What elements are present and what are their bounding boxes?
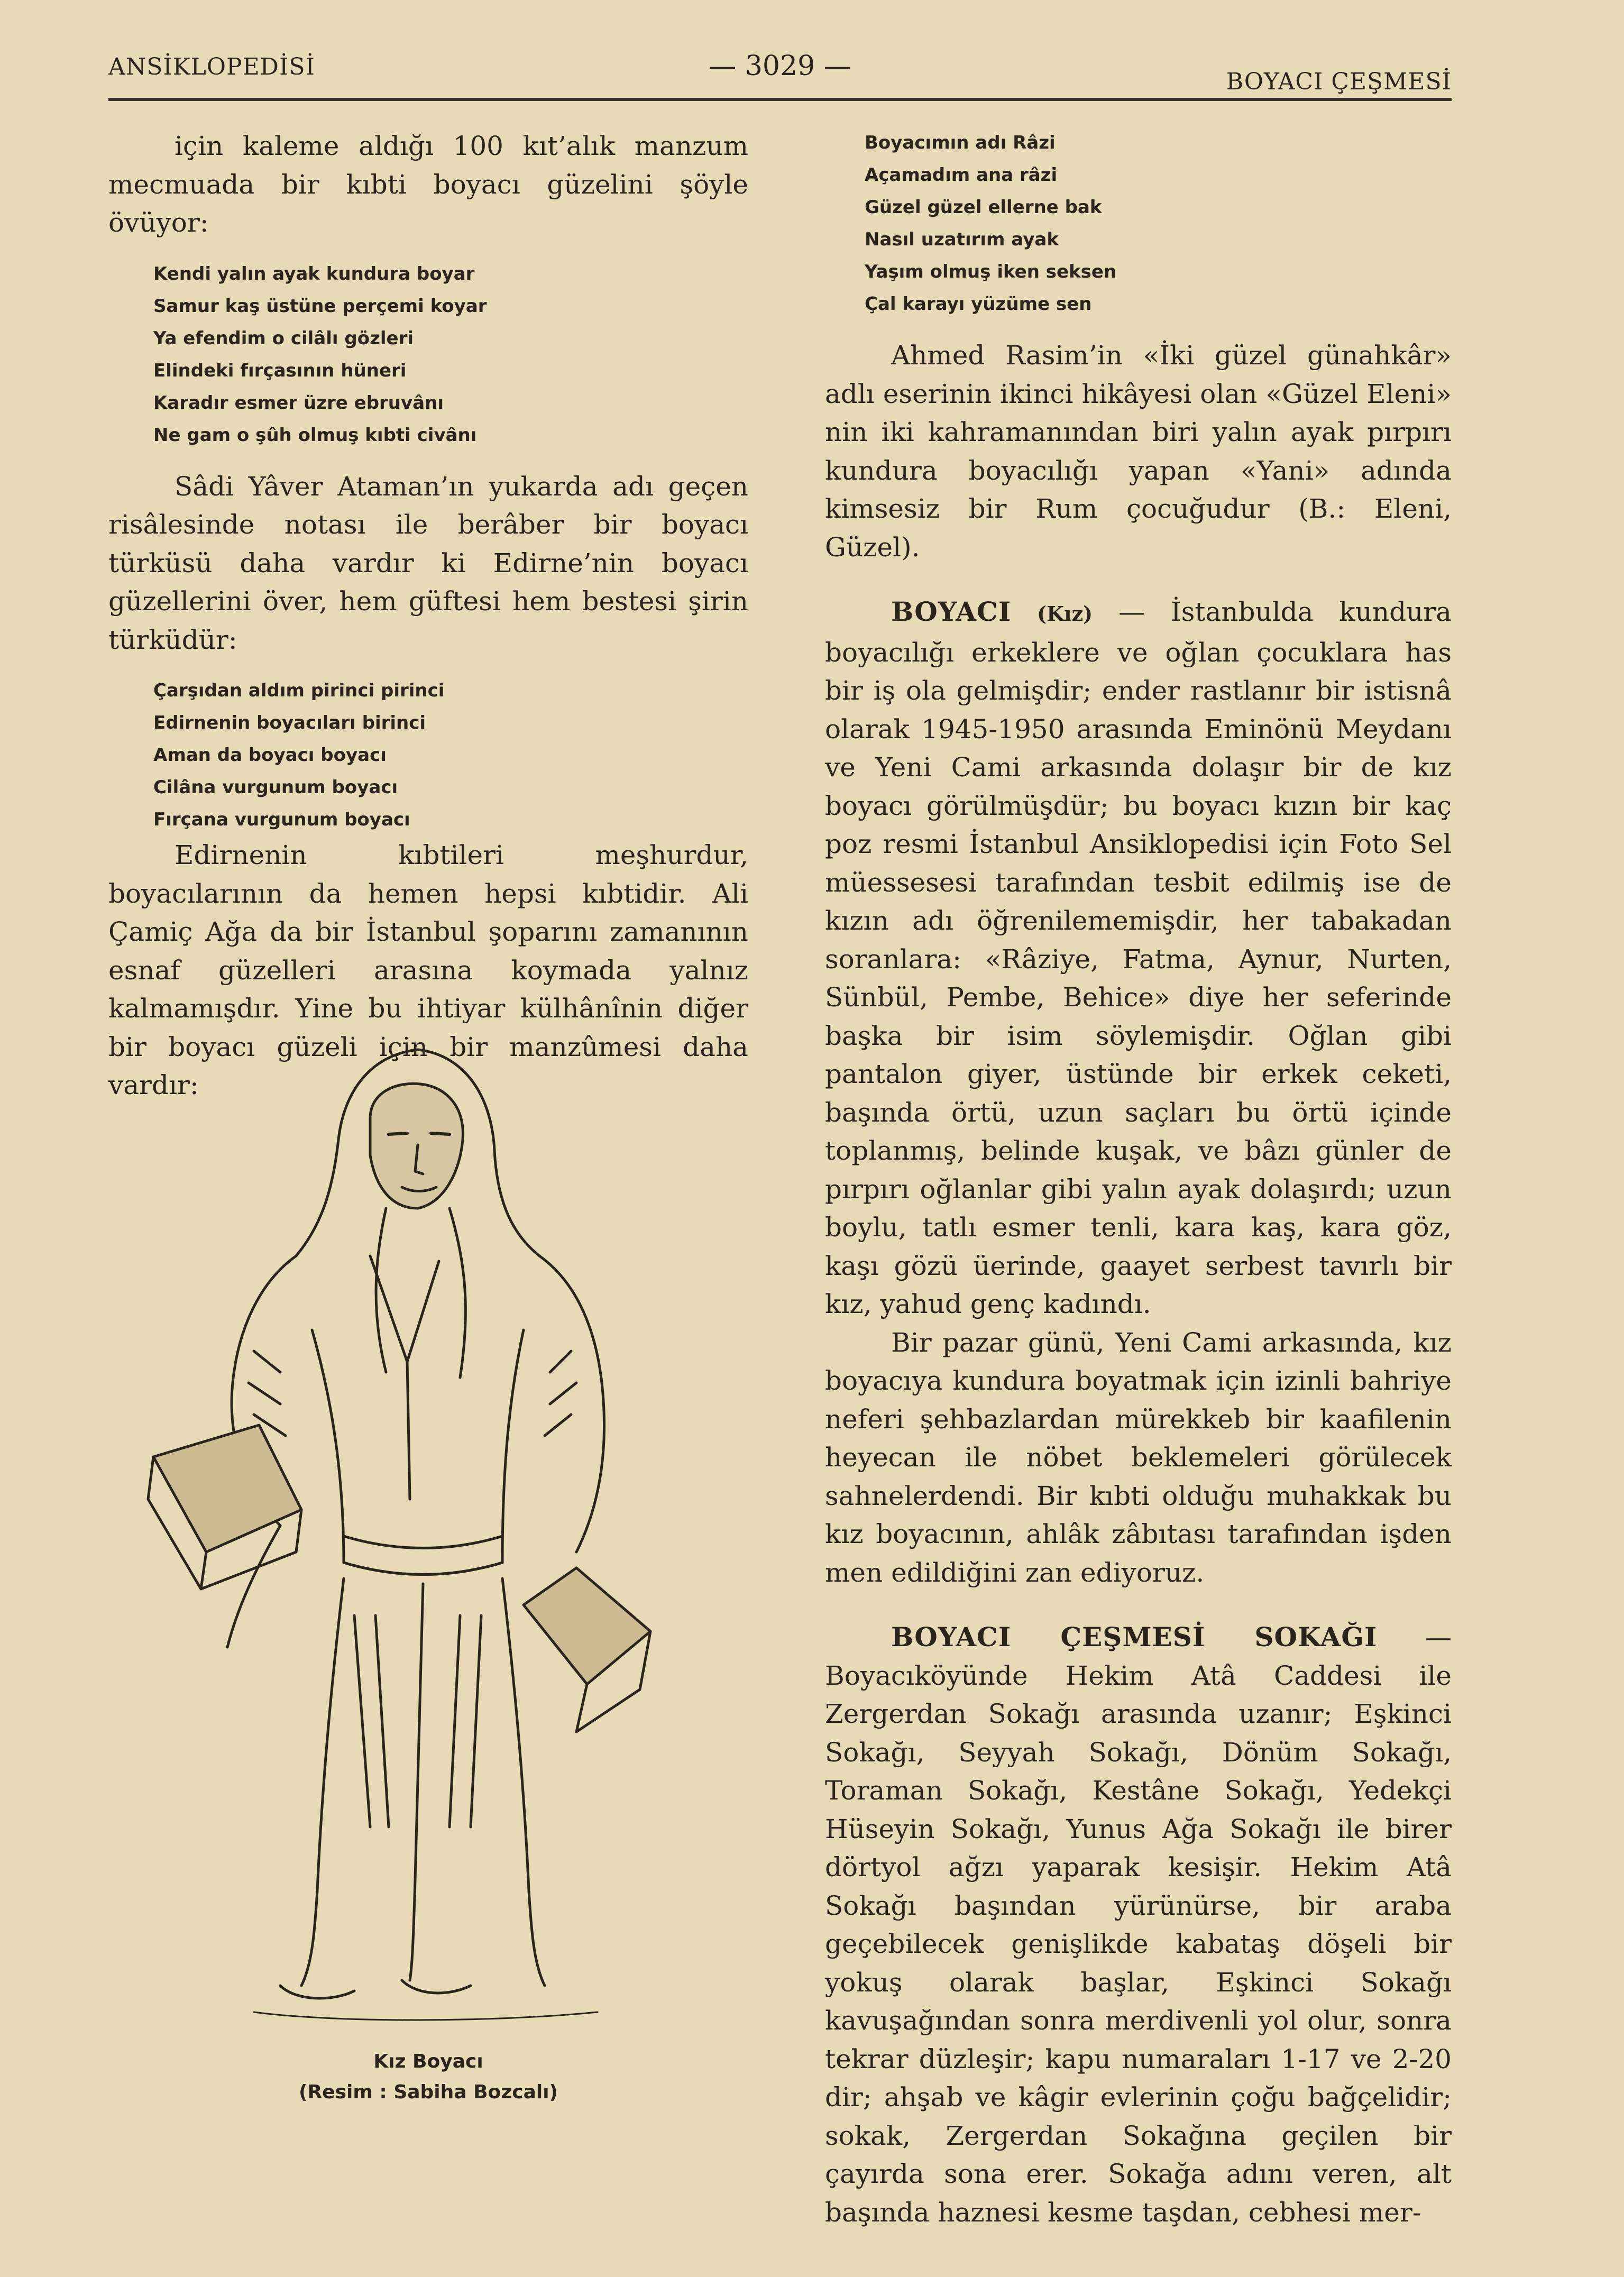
verse-line: Karadır esmer üzre ebruvânı	[153, 392, 444, 414]
header-title-left: ANSİKLOPEDİSİ	[108, 53, 315, 80]
verse-line: Samur kaş üstüne perçemi koyar	[153, 295, 487, 317]
page-number: — 3029 —	[709, 50, 851, 82]
caption-title: Kız Boyacı	[373, 2051, 483, 2072]
verse-line: Elindeki fırçasının hüneri	[153, 360, 407, 381]
left-foot	[280, 1986, 354, 1998]
shoeshine-box	[153, 1425, 301, 1552]
verse-line: Cilâna vurgunum boyacı	[153, 777, 398, 798]
sketch-drawing	[122, 1034, 730, 2044]
entry-title: BOYACI ÇEŞMESİ SOKAĞI	[891, 1621, 1378, 1652]
verse-line: Açamadım ana râzi	[865, 164, 1058, 186]
illustration-caption	[108, 2046, 748, 2108]
verse-kendi-yalin-ayak	[108, 258, 748, 452]
page-header	[108, 50, 1452, 101]
verse-line: Edirnenin boyacıları birinci	[153, 712, 426, 733]
kiz-boyaci-illustration	[122, 1034, 730, 2044]
intro-paragraph: için kaleme aldığı 100 kıt’alık manzum mecmuada bir kıbti boyacı güzelini şöyle övüyor:	[108, 131, 748, 238]
verse-carsidan-aldim	[108, 675, 748, 836]
verse-line: Yaşım olmuş iken seksen	[865, 261, 1117, 282]
header-title-right: BOYACI ÇEŞMESİ	[1226, 68, 1452, 95]
verse-line: Boyacımın adı Râzi	[865, 132, 1056, 153]
pazar-gunu-paragraph: Bir pazar günü, Yeni Cami arkasında, kız boyacıya kundura boyatmak için izinli bahriye neferi şehbazlardan mürekkeb bir kaafilenin heyecan ile nöbet beklemeleri görülecek sahnelerdendi. Bir kıbti olduğu muhakkak bu kız boyacının, ahlâk zâbıtası tarafından işden men edildiğini zan ediyoruz.	[825, 1327, 1452, 1588]
left-column	[108, 127, 748, 1105]
verse-line: Aman da boyacı boyacı	[153, 745, 387, 766]
verse-line: Nasıl uzatırım ayak	[865, 229, 1059, 250]
edirne-paragraph: Edirnenin kıbtileri meşhurdur, boyacılarının da hemen hepsi kıbtidir. Ali Çamiç Ağa da bir İstanbul şoparını zamanının esnaf güzelleri arasına koymada yalnız kalmamışdır. Yine bu ihtiyar külhânînin diğer bir boyacı güzeli için bir manzûmesi daha vardır:	[108, 840, 748, 1100]
verse-boyacimin-adi	[825, 127, 1452, 320]
verse-line: Çal karayı yüzüme sen	[865, 293, 1092, 315]
entry-subtitle: (Kız)	[1037, 602, 1093, 626]
entry-title: BOYACI	[891, 596, 1012, 627]
verse-line: Fırçana vurgunum boyacı	[153, 809, 410, 830]
verse-line: Ya efendim o cilâlı gözleri	[153, 327, 414, 349]
verse-line: Kendi yalın ayak kundura boyar	[153, 263, 475, 284]
ataman-paragraph: Sâdi Yâver Ataman’ın yukarda adı geçen risâlesinde notası ile berâber bir boyacı türküsü daha vardır ki Edirne’nin boyacı güzellerini över, hem güftesi hem bestesi şirin türküdür:	[108, 471, 748, 655]
ahmed-rasim-paragraph: Ahmed Rasim’in «İki güzel günahkâr» adlı eserinin ikinci hikâyesi olan «Güzel Eleni» nin iki kahramanından biri yalın ayak pırpırı kundura boyacılığı yapan «Yani» adında kimsesiz bir Rum çocuğudur (B.: Eleni, Güzel).	[825, 340, 1452, 563]
entry-body: — Boyacıköyünde Hekim Atâ Caddesi ile Zergerdan Sokağı arasında uzanır; Eşkinci Sokağı, Seyyah Sokağı, Dönüm Sokağı, Toraman Sokağı, Kestâne Sokağı, Yedekçi Hüseyin Sokağı, Yunus Ağa Sokağı ile birer dörtyol ağzı yaparak kesişir. Hekim Atâ Sokağı başından yürünürse, bir araba geçebilecek genişlikde kabataş döşeli bir yokuş olarak başlar, Eşkinci Sokağı kavuşağından sonra merdivenli yol olur, sonra tekrar düzleşir; kapu numaraları 1-17 ve 2-20 dir; ahşab ve kâgir evlerinin çoğu bağçelidir; sokak, Zergerdan Sokağına geçilen bir çayırda sona erer. Sokağa adını veren, alt başında haznesi kesme taşdan, cebhesi mer-	[825, 1622, 1452, 2228]
right-column	[825, 127, 1452, 2232]
verse-line: Güzel güzel ellerne bak	[865, 197, 1102, 218]
caption-credit: (Resim : Sabiha Bozcalı)	[298, 2081, 558, 2103]
entry-body: — İstanbulda kundura boyacılığı erkeklere ve oğlan çocuklara has bir iş ola gelmişdir; ender rastlanır bir istisnâ olarak 1945-1950 arasında Eminönü Meydanı ve Yeni Cami arkasında dolaşır bir de kız boyacı görülmüşdür; bu boyacı kızın bir kaç poz resmi İstanbul Ansiklopedisi için Foto Sel müessesesi tarafından tesbit edilmiş ise de kızın adı öğrenilememişdir, her tabakadan soranlara: «Râziye, Fatma, Aynur, Nurten, Sünbül, Pembe, Behice» diye her seferinde başka bir isim söylemişdir. Oğlan gibi pantalon giyer, üstünde bir erkek ceketi, başında örtü, uzun saçları bu örtü içinde toplanmış, belinde kuşak, ve bâzı günler de pırpırı oğlanlar gibi yalın ayak dolaşırdı; uzun boylu, tatlı esmer tenli, kara kaş, kara göz, kaşı gözü üerinde, gaayet serbest tavırlı bir kız, yahud genç kadındı.	[825, 596, 1452, 1319]
right-foot	[402, 1980, 471, 1993]
entry-boyaci-kiz	[825, 593, 1452, 1324]
entry-boyaci-cesmesi-sokagi	[825, 1618, 1452, 2232]
polish-kit	[524, 1568, 650, 1684]
verse-line: Ne gam o şûh olmuş kıbti civânı	[153, 424, 477, 446]
verse-line: Çarşıdan aldım pirinci pirinci	[153, 680, 445, 701]
